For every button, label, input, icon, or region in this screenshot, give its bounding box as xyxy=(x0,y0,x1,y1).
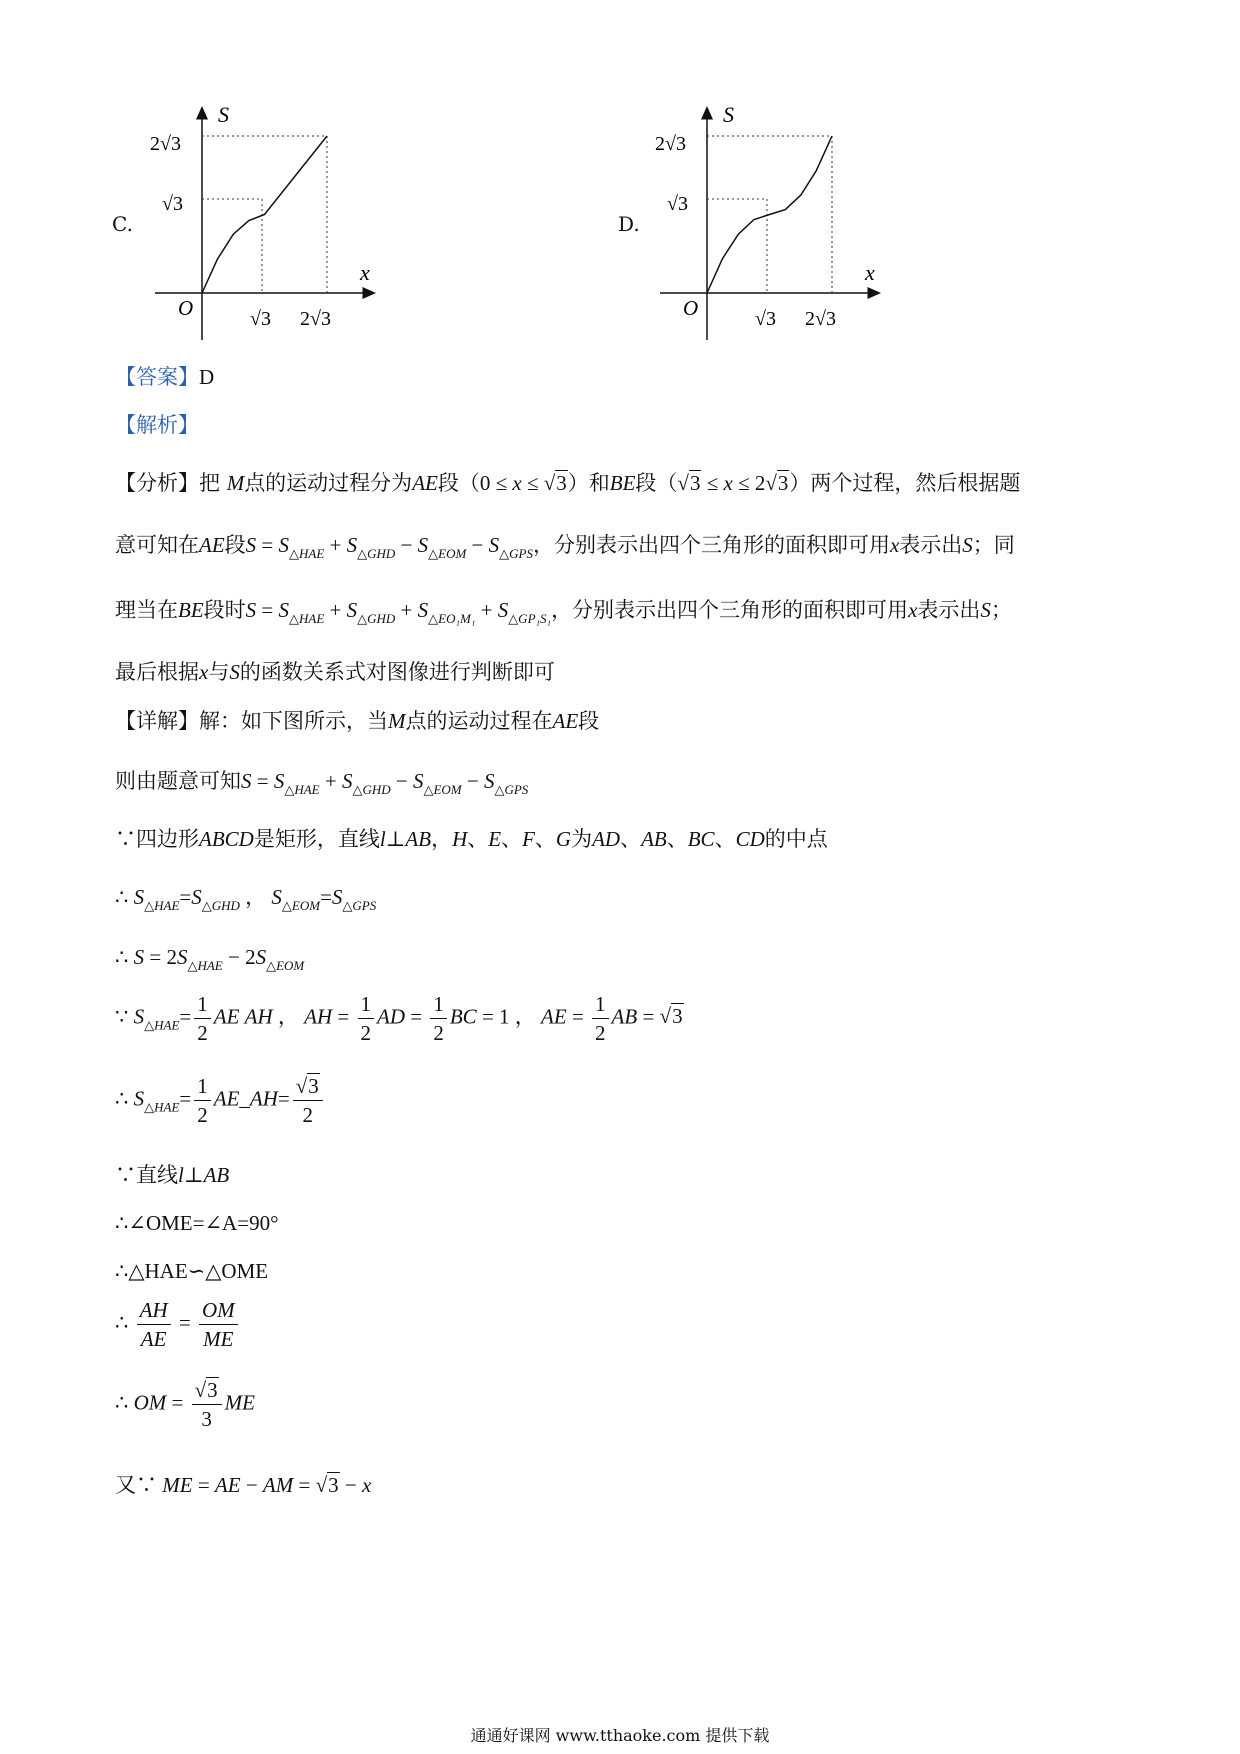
chart-c xyxy=(140,100,400,340)
answer-value: D xyxy=(199,365,215,389)
detail-line-3: ∵四边形ABCD是矩形，直线l⊥AB，H、E、F、G为AD、AB、BC、CD的中点 xyxy=(115,827,828,851)
detail-line-11: ∴△HAE∽△OME xyxy=(115,1259,269,1283)
detail-line-12: ∴ $\frac{AH}{AE}$ = $\frac{OM}{ME}$ xyxy=(115,1296,241,1353)
chart-d-xtick-1: √3 xyxy=(755,308,776,330)
detail-line-5: ∴ $S = 2S_{\triangle HAE} - 2S_{\triangle EOM}$ xyxy=(115,945,305,973)
answer-line xyxy=(115,362,214,392)
chart-d-xtick-2: 2√3 xyxy=(805,308,836,330)
detail-line-14: 又∵ ME = AE − AM = √3 − x xyxy=(115,1473,372,1497)
footer: 通通好课网 www.tthaoke.com 提供下载 xyxy=(470,1726,770,1745)
analysis-line-4: 最后根据x与S的函数关系式对图像进行判断即可 xyxy=(115,660,555,684)
chart-c-curve xyxy=(202,136,327,293)
detail-line-13: ∴ OM = $\frac{√3}{3}$ ME xyxy=(115,1378,255,1431)
chart-d-x-label: x xyxy=(865,260,875,285)
analysis-line-2: 意可知在AE段$S = S_{\triangle HAE} + S_{\triangle GHD} - S_{\triangle EOM} - S_{\triangle GPS}$，分别表示出四个三角形的面积即可用x表示出S；同 xyxy=(115,533,1015,561)
detail-line-2: 则由题意可知$S = S_{\triangle HAE} + S_{\triangle GHD} - S_{\triangle EOM} - S_{\triangle GPS}$ xyxy=(115,769,529,797)
detail-line-6: ∵ $S_{\triangle HAE}=$ $\frac{1}{2}$ AE AH ， AH = $\frac{1}{2}$ AD = $\frac{1}{2}$ BC = 1 ， AE = $\frac{1}{2}$ AB = √3 xyxy=(115,992,683,1045)
chart-d-ytick-top: 2√3 xyxy=(655,133,686,155)
detail-line-1: 【详解】解：如下图所示，当M点的运动过程在AE段 xyxy=(115,709,600,733)
chart-d-curve xyxy=(707,136,832,293)
option-c-label: C. xyxy=(112,212,133,236)
chart-c-ytick-top: 2√3 xyxy=(150,133,181,155)
option-d-label: D. xyxy=(618,212,640,236)
detail-line-7: ∴ $S_{\triangle HAE}=$ $\frac{1}{2}$ AE_AH= $\frac{√3}{2}$ xyxy=(115,1072,326,1129)
detail-line-10: ∴∠OME=∠A=90° xyxy=(115,1211,279,1235)
chart-d xyxy=(645,100,905,340)
chart-c-origin: O xyxy=(178,296,194,320)
analysis-line-1: 【分析】把 M点的运动过程分为AE段（0 ≤ x ≤ √3）和BE段（√3 ≤ x ≤ 2√3）两个过程，然后根据题 xyxy=(115,471,1021,495)
chart-d-y-label: S xyxy=(723,102,734,127)
chart-d-ytick-mid: √3 xyxy=(667,193,688,215)
chart-c-xtick-1: √3 xyxy=(250,308,271,330)
analysis-line-3: 理当在BE段时$S = S_{\triangle HAE} + S_{\triangle GHD} + S_{\triangle EO_1M_1} + S_{\triangle GP_1S_1}$，分别表示出四个三角形的面积即可用x表示出S； xyxy=(115,598,1012,626)
detail-line-9: ∵直线l⊥AB xyxy=(115,1163,230,1187)
detail-line-4: ∴ $S_{\triangle HAE}=S_{\triangle GHD}$ ， $S_{\triangle EOM}=S_{\triangle GPS}$ xyxy=(115,885,377,913)
analysis-label: 【解析】 xyxy=(115,413,199,437)
chart-c-x-label: x xyxy=(360,260,370,285)
chart-c-y-label: S xyxy=(218,102,229,127)
answer-label: 【答案】 xyxy=(115,365,199,389)
chart-d-origin: O xyxy=(683,296,699,320)
chart-c-xtick-2: 2√3 xyxy=(300,308,331,330)
chart-c-ytick-mid: √3 xyxy=(162,193,183,215)
